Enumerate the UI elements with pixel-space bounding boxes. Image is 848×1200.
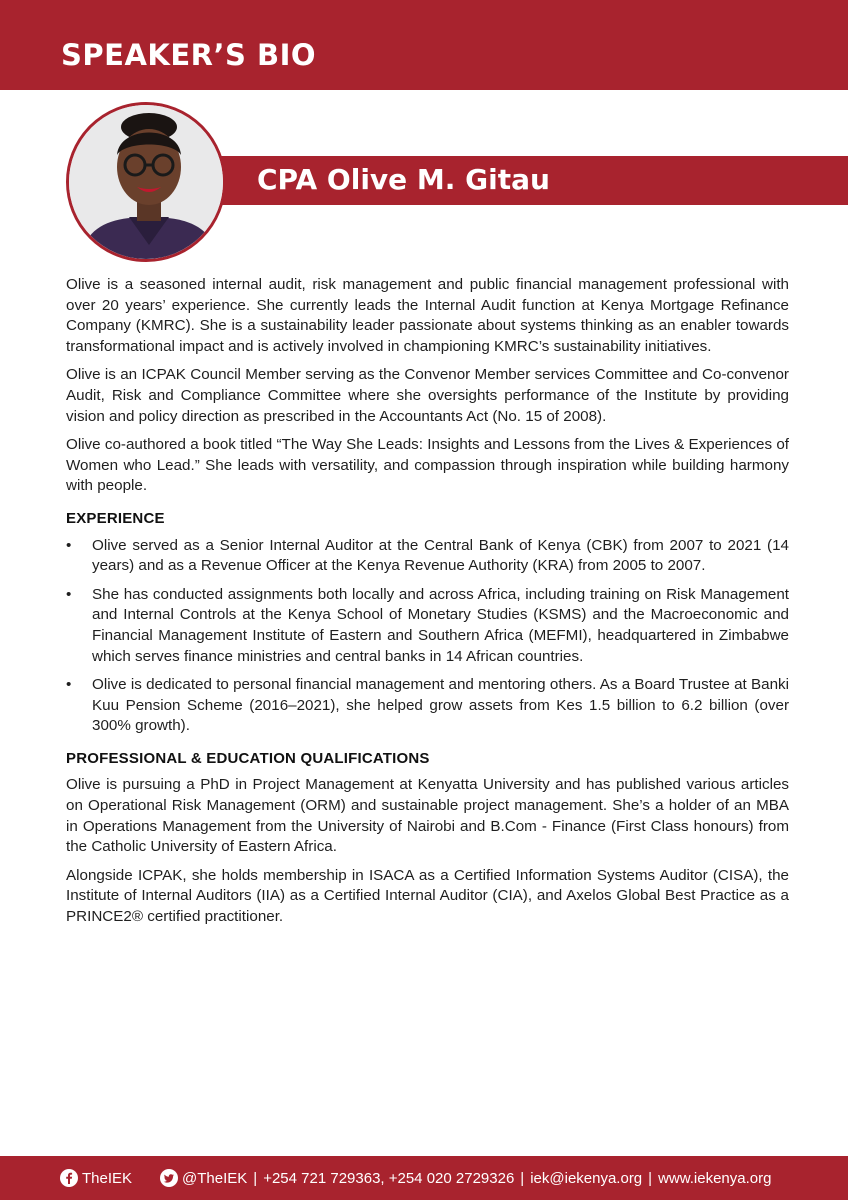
website-link[interactable]: www.iekenya.org [658,1169,772,1187]
bullet-marker: • [66,536,72,554]
qualifications-heading: PROFESSIONAL & EDUCATION QUALIFICATIONS [66,749,430,767]
separator: | [520,1169,525,1187]
list-item [66,585,789,667]
speaker-portrait-illustration [69,105,226,262]
experience-text: Olive is dedicated to personal financial management and mentoring others. As a Board Trustee at Banki Kuu Pension Scheme (2016–2021), she helped grow assets from Kes 1.5 billion to 6.2 billion (over 300% growth). [92,676,789,735]
separator: | [253,1169,258,1187]
twitter-icon [160,1169,178,1187]
experience-text: Olive served as a Senior Internal Auditor at the Central Bank of Kenya (CBK) from 2007 to 2021 (14 years) and as a Revenue Officer at the Kenya Revenue Authority (KRA) from 2005 to 2007. [92,536,789,575]
facebook-icon [60,1169,78,1187]
speaker-photo [66,102,226,262]
experience-list [66,536,789,737]
list-item [66,675,789,737]
separator: | [648,1169,653,1187]
email-link[interactable]: iek@iekenya.org [530,1169,643,1187]
name-band [200,156,848,205]
phone-numbers: +254 721 729363, +254 020 2729326 [263,1169,515,1187]
bullet-marker: • [66,585,72,603]
twitter-handle: @TheIEK [182,1169,248,1187]
bio-content [66,275,789,936]
bio-paragraph: Olive co-authored a book titled “The Way She Leads: Insights and Lessons from the Lives & Experiences of Women who Lead.” She leads with versatility, and compassion through inspiration while building harmony with people. [66,436,789,495]
facebook-link[interactable] [60,1169,132,1187]
twitter-link[interactable] [160,1169,247,1187]
bio-paragraph: Olive is a seasoned internal audit, risk management and public financial management professional with over 20 years’ experience. She currently leads the Internal Audit function at Kenya Mortgage Refinance Company (KMRC). She is a sustainability leader passionate about systems thinking as an enabler towards transformational impact and is actively involved in championing KMRC’s sustainability initiatives. [66,276,789,355]
experience-text: She has conducted assignments both locally and across Africa, including training on Risk Management and Internal Controls at the Kenya School of Monetary Studies (KSMS) and the Macroeconomic and Financial Management Institute of Eastern and Southern Africa (MEFMI), headquartered in Zimbabwe which serves finance ministries and central banks in 14 African countries. [92,585,789,665]
experience-heading: EXPERIENCE [66,509,165,527]
page-title: SPEAKER’S BIO [61,38,317,72]
bio-paragraph: Olive is an ICPAK Council Member serving as the Convenor Member services Committee and Co-convenor Audit, Risk and Compliance Committee where she oversights performance of the Institute by providing vision and policy direction as prescribed in the Accountants Act (No. 15 of 2008). [66,366,789,425]
list-item [66,536,789,577]
speaker-name: CPA Olive M. Gitau [257,163,550,196]
qualifications-paragraph: Alongside ICPAK, she holds membership in ISACA as a Certified Information Systems Auditor (CISA), the Institute of Internal Auditors (IIA) as a Certified Internal Auditor (CIA), and Axelos Global Best Practice as a PRINCE2® certified practitioner. [66,866,789,926]
qualifications-paragraph: Olive is pursuing a PhD in Project Management at Kenyatta University and has published various articles on Operational Risk Management (ORM) and sustainable project management. She’s a holder of an MBA in Operations Management from the University of Nairobi and B.Com - Finance (First Class honours) from the Catholic University of Eastern Africa. [66,776,789,856]
header-band [0,0,848,90]
footer-contact-bar [0,1156,848,1200]
facebook-handle: TheIEK [82,1169,133,1187]
bullet-marker: • [66,676,72,694]
